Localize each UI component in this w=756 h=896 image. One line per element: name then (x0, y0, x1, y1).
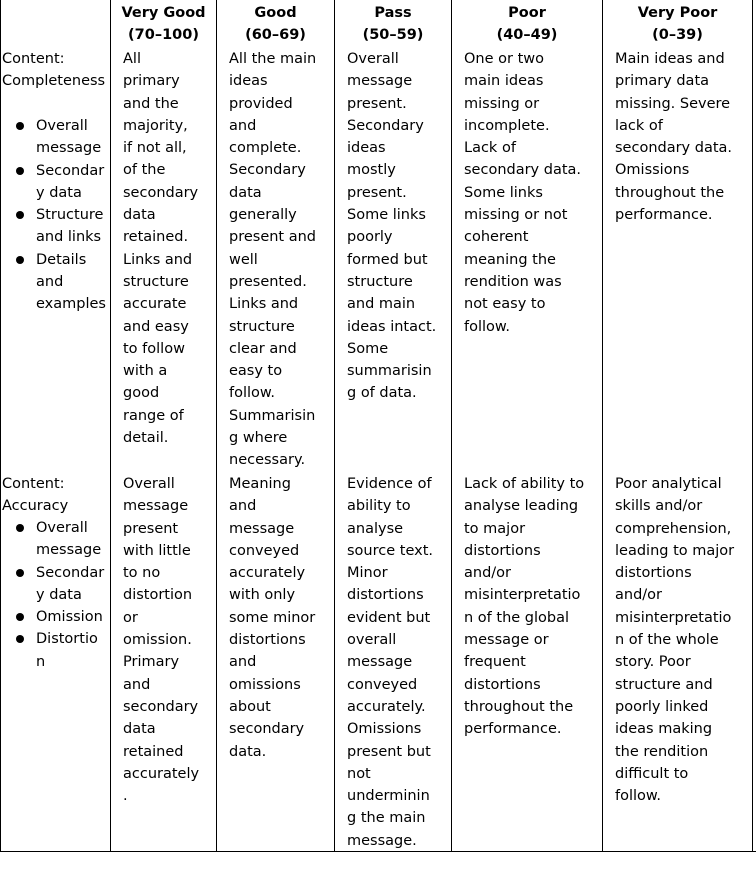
descriptor-line: ability to (347, 498, 411, 515)
descriptor-line: Evidence of (347, 476, 432, 492)
descriptor-line: of the (123, 162, 166, 179)
descriptor-very-good-accuracy (123, 473, 199, 807)
descriptor-line: ideas making (615, 721, 713, 738)
descriptor-line: coherent (464, 229, 529, 246)
descriptor-line: range of (123, 407, 184, 424)
descriptor-line: message or (464, 632, 549, 649)
descriptor-poor-accuracy (464, 473, 584, 741)
descriptor-line: skills and/or (615, 498, 703, 515)
descriptor-line: Primary (123, 654, 180, 671)
descriptor-line: structure (123, 273, 189, 290)
descriptor-line: message. (347, 832, 417, 849)
descriptor-line: and (229, 498, 257, 515)
descriptor-line: misinterpretatio (464, 587, 581, 604)
descriptor-line: easy to (229, 363, 283, 380)
descriptor-line: story. Poor (615, 654, 691, 671)
descriptor-line: if not all, (123, 140, 187, 157)
descriptor-line: detail. (123, 430, 169, 447)
descriptor-good-accuracy (229, 473, 315, 763)
descriptor-line: necessary. (229, 452, 306, 469)
column-header-pass (335, 2, 451, 46)
descriptor-line: g the main (347, 810, 426, 827)
descriptor-line: data (229, 184, 262, 201)
bullet-text: examples (36, 296, 106, 313)
descriptor-line: analyse (347, 520, 404, 537)
descriptor-poor-completeness (464, 48, 581, 338)
criterion-line: Content: (2, 51, 65, 67)
descriptor-line: and (229, 117, 257, 134)
descriptor-pass-completeness (347, 48, 436, 405)
bullet-icon (16, 122, 24, 130)
column-divider (451, 0, 452, 852)
descriptor-line: to major (464, 520, 526, 537)
descriptor-line: Some links (347, 207, 426, 224)
descriptor-line: One or two (464, 51, 544, 67)
descriptor-line: secondary (123, 698, 199, 715)
descriptor-line: Lack of ability to (464, 476, 585, 492)
descriptor-line: provided (229, 95, 293, 112)
bullet-icon (16, 167, 24, 175)
descriptor-line: not easy to (464, 296, 546, 313)
header-range: (60–69) (245, 27, 306, 43)
descriptor-line: missing. Severe (615, 95, 731, 112)
descriptor-line: n of the global (464, 609, 570, 626)
descriptor-line: throughout the (615, 184, 725, 201)
descriptor-line: message (347, 654, 413, 671)
bullet-item (16, 517, 104, 562)
descriptor-line: performance. (464, 721, 562, 738)
descriptor-line: retained. (123, 229, 189, 246)
descriptor-line: some minor (229, 609, 316, 626)
descriptor-very-poor-completeness (615, 48, 732, 226)
descriptor-line: rendition was (464, 273, 562, 290)
descriptor-line: secondary data. (464, 162, 582, 179)
descriptor-line: not (347, 765, 371, 782)
descriptor-line: Overall (123, 476, 175, 492)
header-range: (0–39) (652, 27, 703, 43)
descriptor-line: follow. (229, 385, 276, 402)
descriptor-line: secondary (229, 721, 305, 738)
descriptor-line: Links and (229, 296, 299, 313)
descriptor-line: Main ideas and (615, 51, 725, 67)
descriptor-line: data (123, 721, 156, 738)
descriptor-line: throughout the (464, 698, 574, 715)
bullet-item (16, 160, 106, 205)
descriptor-line: difficult to (615, 765, 689, 782)
descriptor-line: Poor analytical (615, 476, 722, 492)
descriptor-line: conveyed (347, 676, 418, 693)
descriptor-line: accurately (123, 765, 200, 782)
descriptor-line: present (123, 520, 179, 537)
descriptor-line: Minor (347, 565, 388, 582)
descriptor-line: with only (229, 587, 296, 604)
criterion-line: Completeness (2, 73, 106, 90)
header-range: (70–100) (128, 27, 199, 43)
descriptor-line: evident but (347, 609, 431, 626)
descriptor-line: leading to major (615, 542, 735, 559)
bullet-icon (16, 256, 24, 264)
bullet-text: and links (36, 229, 102, 246)
descriptor-line: g of data. (347, 385, 417, 402)
bullet-text: Omission (36, 609, 103, 626)
descriptor-line: distortions (464, 676, 541, 693)
descriptor-line: or (123, 609, 138, 626)
descriptor-line: Omissions (347, 721, 422, 738)
bullet-text: Details (36, 251, 87, 268)
descriptor-line: conveyed (229, 542, 300, 559)
header-label: Very Good (121, 5, 206, 21)
descriptor-line: source text. (347, 542, 433, 559)
descriptor-line: well (229, 251, 258, 268)
descriptor-line: present. (347, 184, 407, 201)
descriptor-line: frequent (464, 654, 526, 671)
bullet-icon (16, 524, 24, 532)
descriptor-line: secondary (123, 184, 199, 201)
descriptor-line: Overall (347, 51, 399, 67)
descriptor-line: poorly (347, 229, 393, 246)
bullet-text: n (36, 653, 46, 670)
bullet-text: Secondar (36, 564, 105, 581)
descriptor-line: to no (123, 565, 161, 582)
column-divider (752, 0, 753, 852)
descriptor-line: ideas intact. (347, 318, 437, 335)
descriptor-line: primary data (615, 73, 710, 90)
bullet-item (16, 606, 104, 628)
descriptor-line: message (229, 520, 295, 537)
header-label: Good (254, 5, 297, 21)
descriptor-line: Links and (123, 251, 193, 268)
descriptor-very-good-completeness (123, 48, 198, 449)
bullet-text: Overall (36, 118, 88, 134)
bullet-text: message (36, 542, 102, 559)
bullet-item (16, 562, 104, 607)
descriptor-line: formed but (347, 251, 428, 268)
descriptor-line: distortions (615, 565, 692, 582)
column-header-very-poor (603, 2, 752, 46)
descriptor-line: Secondary (229, 162, 306, 179)
header-label: Poor (508, 5, 546, 21)
descriptor-line: Lack of (464, 140, 516, 157)
column-header-poor (452, 2, 602, 46)
descriptor-line: missing or not (464, 207, 568, 224)
descriptor-line: n of the whole (615, 632, 719, 649)
descriptor-good-completeness (229, 48, 316, 472)
descriptor-line: with a (123, 363, 168, 380)
descriptor-line: secondary data. (615, 140, 733, 157)
bullet-text: Overall (36, 520, 88, 536)
header-range: (50–59) (362, 27, 424, 43)
descriptor-line: ideas (347, 140, 386, 157)
descriptor-line: and/or (615, 587, 662, 604)
criterion-line: Accuracy (2, 498, 69, 515)
descriptor-line: data (123, 207, 156, 224)
bullet-item (16, 115, 106, 160)
descriptor-line: omissions (229, 676, 301, 693)
bullet-item (16, 249, 106, 316)
descriptor-line: g where (229, 430, 288, 447)
descriptor-line: majority, (123, 117, 188, 134)
criterion-label-completeness (2, 48, 105, 93)
descriptor-line: clear and (229, 340, 297, 357)
descriptor-line: and main (347, 296, 416, 313)
bullet-item (16, 204, 106, 249)
descriptor-line: misinterpretatio (615, 609, 732, 626)
descriptor-line: main ideas (464, 73, 544, 90)
descriptor-very-poor-accuracy (615, 473, 734, 807)
descriptor-line: and (123, 676, 151, 693)
bullet-icon (16, 569, 24, 577)
descriptor-line: distortions (464, 542, 541, 559)
descriptor-line: structure and (615, 676, 713, 693)
criterion-bullet-list (16, 517, 104, 673)
descriptor-line: about (229, 698, 271, 715)
descriptor-line: distortions (347, 587, 424, 604)
descriptor-line: meaning the (464, 251, 556, 268)
column-divider (216, 0, 217, 852)
descriptor-line: primary (123, 73, 180, 90)
descriptor-line: structure (347, 273, 413, 290)
descriptor-line: good (123, 385, 160, 402)
criterion-label-accuracy (2, 473, 68, 518)
header-range: (40–49) (496, 27, 558, 43)
descriptor-line: incomplete. (464, 117, 550, 134)
descriptor-line: comprehension, (615, 520, 732, 537)
descriptor-line: missing or (464, 95, 540, 112)
descriptor-line: Summarisin (229, 407, 316, 424)
descriptor-line: presented. (229, 273, 307, 290)
descriptor-line: summarisin (347, 363, 432, 380)
descriptor-line: mostly (347, 162, 396, 179)
descriptor-line: Some (347, 340, 389, 357)
descriptor-line: follow. (615, 788, 662, 805)
descriptor-line: accurately. (347, 698, 426, 715)
descriptor-line: present but (347, 743, 431, 760)
descriptor-line: and the (123, 95, 179, 112)
descriptor-line: Omissions (615, 162, 690, 179)
descriptor-line: data. (229, 743, 267, 760)
bullet-item (16, 628, 104, 673)
descriptor-line: message (123, 498, 189, 515)
column-header-very-good (111, 2, 216, 46)
criterion-bullet-list (16, 115, 106, 316)
descriptor-line: lack of (615, 117, 663, 134)
bullet-text: y data (36, 586, 82, 603)
descriptor-line: poorly linked (615, 698, 709, 715)
descriptor-line: and/or (464, 565, 511, 582)
descriptor-line: generally (229, 207, 297, 224)
descriptor-pass-accuracy (347, 473, 433, 852)
descriptor-line: distortion (123, 587, 193, 604)
descriptor-line: present and (229, 229, 317, 246)
descriptor-line: . (123, 788, 128, 805)
descriptor-line: accurate (123, 296, 187, 313)
column-divider (602, 0, 603, 852)
column-header-good (217, 2, 334, 46)
descriptor-line: retained (123, 743, 184, 760)
descriptor-line: present. (347, 95, 407, 112)
descriptor-line: analyse leading (464, 498, 579, 515)
descriptor-line: accurately (229, 565, 306, 582)
header-label: Pass (374, 5, 412, 21)
bullet-text: Structure (36, 207, 104, 224)
descriptor-line: complete. (229, 140, 302, 157)
descriptor-line: omission. (123, 632, 192, 649)
descriptor-line: Secondary (347, 117, 424, 134)
column-divider (0, 0, 1, 852)
descriptor-line: message (347, 73, 413, 90)
descriptor-line: All the main (229, 51, 317, 67)
descriptor-line: performance. (615, 207, 713, 224)
descriptor-line: Some links (464, 184, 543, 201)
descriptor-line: to follow (123, 340, 185, 357)
descriptor-line: overall (347, 632, 397, 649)
descriptor-line: Meaning (229, 476, 291, 492)
descriptor-line: ideas (229, 73, 268, 90)
descriptor-line: and easy (123, 318, 189, 335)
bullet-text: y data (36, 184, 82, 201)
column-divider (110, 0, 111, 852)
descriptor-line: structure (229, 318, 295, 335)
descriptor-line: and (229, 654, 257, 671)
bullet-text: Secondar (36, 162, 105, 179)
descriptor-line: with little (123, 542, 191, 559)
header-label: Very Poor (637, 5, 718, 21)
descriptor-line: underminin (347, 788, 430, 805)
descriptor-line: All (123, 51, 141, 67)
bullet-text: Distortio (36, 631, 98, 648)
bullet-text: and (36, 274, 64, 291)
column-divider (334, 0, 335, 852)
descriptor-line: the rendition (615, 743, 709, 760)
criterion-line: Content: (2, 476, 65, 492)
descriptor-line: follow. (464, 318, 511, 335)
descriptor-line: distortions (229, 632, 306, 649)
bullet-text: message (36, 140, 102, 157)
